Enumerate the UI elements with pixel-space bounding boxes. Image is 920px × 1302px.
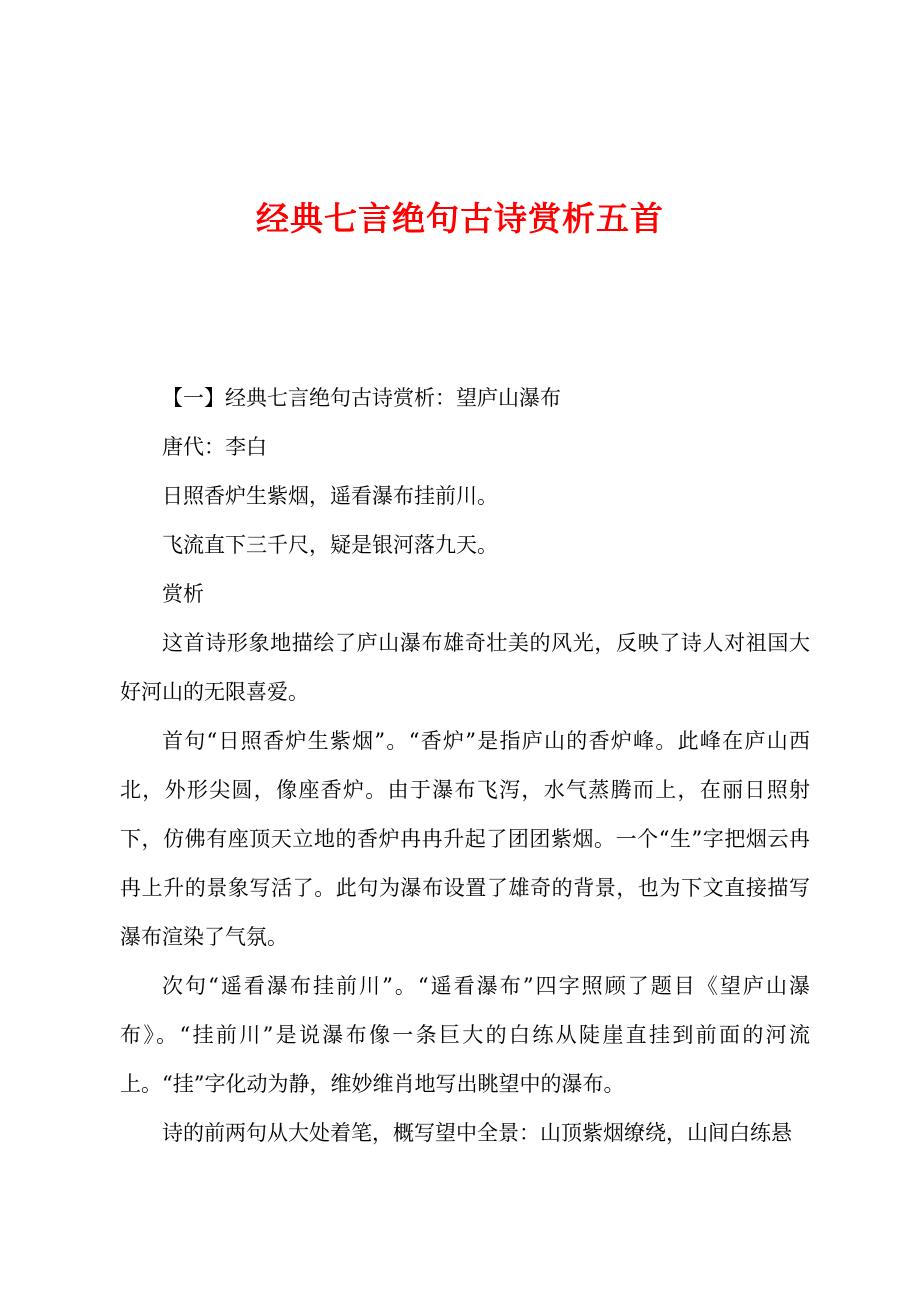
analysis-paragraph: 诗的前两句从大处着笔，概写望中全景：山顶紫烟缭绕，山间白练悬 [162,1121,792,1145]
poem-line-2: 飞流直下三千尺，疑是银河落九天。 [162,533,498,557]
analysis-paragraph: 首句“日照香炉生紫烟”。“香炉”是指庐山的香炉峰。此峰在庐山西北，外形尖圆，像座香炉。由于瀑布飞泻，水气蒸腾而上，在丽日照射下，仿佛有座顶天立地的香炉冉冉升起了团团紫烟。一个“生”字把烟云冉冉上升的景象写活了。此句为瀑布设置了雄奇的背景，也为下文直接描写瀑布渲染了气氛。 [120,729,810,949]
poem-line-1: 日照香炉生紫烟，遥看瀑布挂前川。 [162,484,498,508]
document-title: 经典七言绝句古诗赏析五首 [256,199,664,238]
analysis-paragraph: 次句“遥看瀑布挂前川”。“遥看瀑布”四字照顾了题目《望庐山瀑布》。“挂前川”是说瀑布像一条巨大的白练从陡崖直挂到前面的河流上。“挂”字化动为静，维妙维肖地写出眺望中的瀑布。 [120,974,810,1096]
section-heading: 【一】经典七言绝句古诗赏析：望庐山瀑布 [162,386,561,410]
analysis-paragraph: 这首诗形象地描绘了庐山瀑布雄奇壮美的风光，反映了诗人对祖国大好河山的无限喜爱。 [120,631,810,704]
poem-author: 唐代：李白 [162,435,267,459]
analysis-label: 赏析 [162,582,204,606]
document-body [120,374,810,1158]
